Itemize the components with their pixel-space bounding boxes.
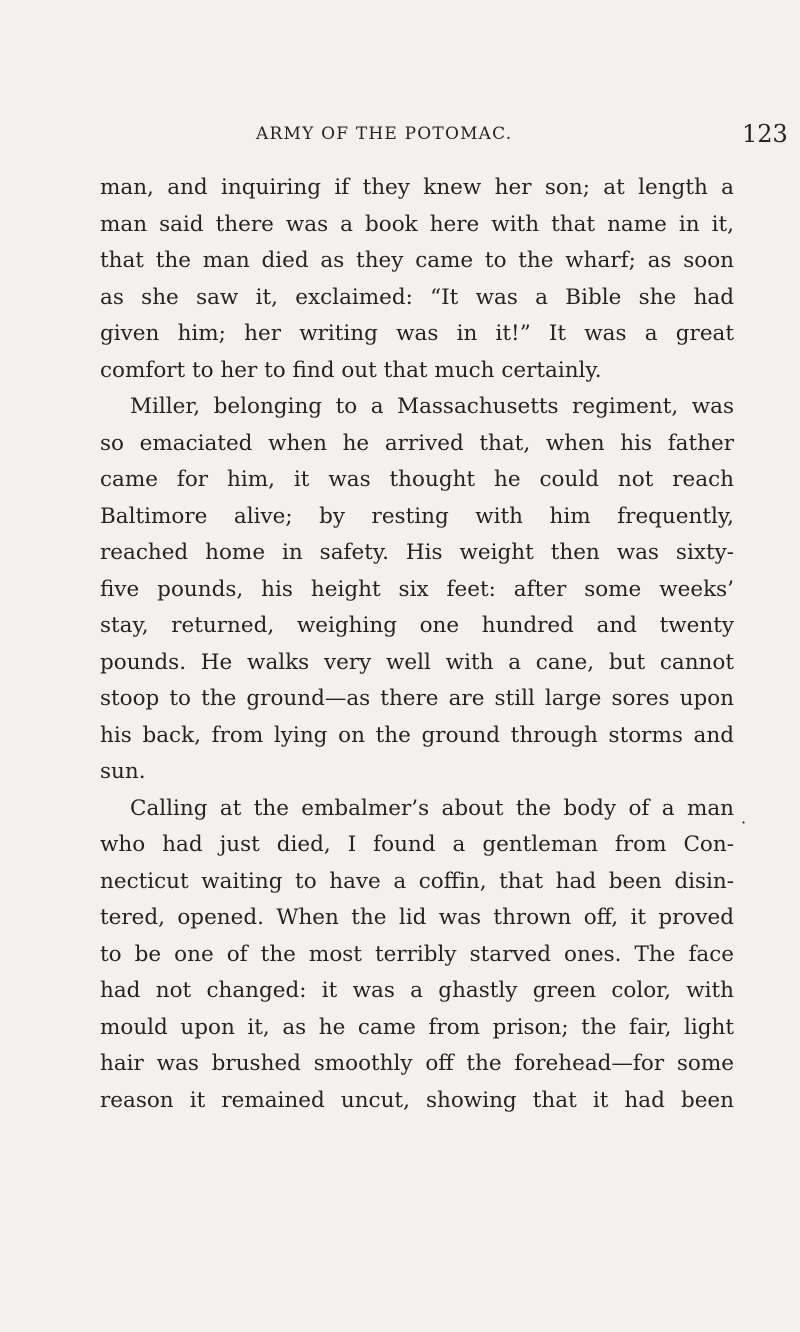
text-line: necticut waiting to have a coffin, that had been disin- [100, 868, 734, 894]
text-line: so emaciated when he arrived that, when his father [100, 430, 734, 456]
text-line: hair was brushed smoothly off the forehead—for some [100, 1051, 734, 1076]
text-line: as she saw it, exclaimed: “It was a Bible she had [100, 284, 734, 310]
text-line: five pounds, his height six feet: after some weeks’ [100, 576, 734, 602]
text-line: Baltimore alive; by resting with him frequently, [100, 503, 734, 529]
text-line: mould upon it, as he came from prison; the fair, light [100, 1014, 734, 1040]
text-line: man said there was a book here with that name in it, [100, 211, 734, 237]
paragraph-start-line: Calling at the embalmer’s about the body of a man [130, 795, 734, 821]
text-line: pounds. He walks very well with a cane, but cannot [100, 649, 734, 675]
text-line: had not changed: it was a ghastly green color, with [100, 978, 734, 1003]
text-line: tered, opened. When the lid was thrown off, it proved [100, 905, 734, 930]
text-line: reason it remained uncut, showing that it had been [100, 1087, 734, 1113]
text-line: to be one of the most terribly starved ones. The face [100, 941, 734, 967]
text-line: sun. [100, 759, 146, 784]
page-number: 123 [742, 120, 788, 148]
text-line: reached home in safety. His weight then was sixty- [100, 540, 734, 565]
text-line: came for him, it was thought he could not reach [100, 467, 734, 492]
text-line: stoop to the ground—as there are still large sores upon [100, 686, 734, 711]
stray-mark: · [741, 813, 747, 832]
body-text [100, 170, 734, 1119]
text-line: who had just died, I found a gentleman from Con- [100, 832, 734, 857]
text-line: his back, from lying on the ground through storms and [100, 722, 734, 748]
text-line: stay, returned, weighing one hundred and twenty [100, 613, 734, 638]
text-line: man, and inquiring if they knew her son; at length a [100, 175, 734, 200]
paragraph-start-line: Miller, belonging to a Massachusetts regiment, was [130, 394, 734, 419]
text-line: that the man died as they came to the wharf; as soon [100, 248, 734, 273]
text-line: comfort to her to find out that much certainly. [100, 357, 602, 383]
text-line: given him; her writing was in it!” It was a great [100, 321, 734, 346]
running-title: ARMY OF THE POTOMAC. [256, 124, 513, 144]
running-head [0, 120, 800, 154]
